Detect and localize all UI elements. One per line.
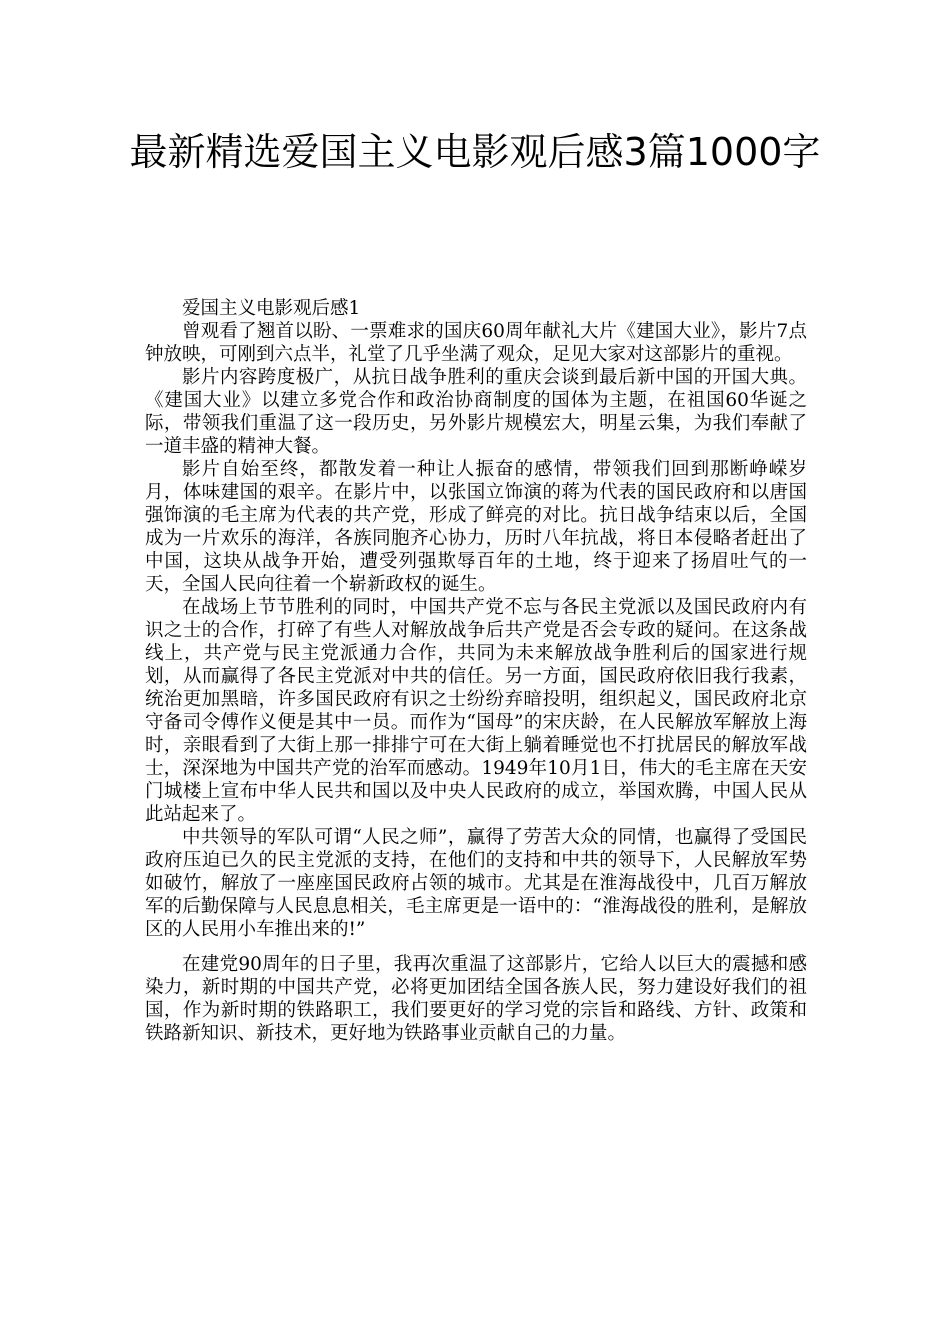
paragraph-4: 在战场上节节胜利的同时，中国共产党不忘与各民主党派以及国民政府内有识之士的合作，打碎了有些人对解放战争后共产党是否会专政的疑问。在这条战线上，共产党与民主党派通力合作，共同为未来解放战争胜利后的国家进行规划，从而赢得了各民主党派对中共的信任。另一方面，国民政府依旧我行我素，统治更加黑暗，许多国民政府有识之士纷纷弃暗投明，组织起义，国民政府北京守备司令傅作义便是其中一员。而作为“国母”的宋庆龄，在人民解放军解放上海时，亲眼看到了大街上那一排排宁可在大街上躺着睡觉也不打扰居民的解放军战士，深深地为中国共产党的治军而感动。1949年10月1日，伟大的毛主席在天安门城楼上宣布中华人民共和国以及中央人民政府的成立，举国欢腾，中国人民从此站起来了。	[145, 597, 807, 825]
section-heading: 爱国主义电影观后感1	[182, 298, 361, 319]
paragraph-1: 曾观看了翘首以盼、一票难求的国庆60周年献礼大片《建国大业》，影片7点钟放映，可刚到六点半，礼堂了几乎坐满了观众，足见大家对这部影片的重视。	[145, 321, 807, 365]
paragraph-2: 影片内容跨度极广，从抗日战争胜利的重庆会谈到最后新中国的开国大典。《建国大业》以建立多党合作和政治协商制度的国体为主题，在祖国60华诞之际，带领我们重温了这一段历史，另外影片规模宏大，明星云集，为我们奉献了一道丰盛的精神大餐。	[145, 367, 807, 457]
paragraph-6: 在建党90周年的日子里，我再次重温了这部影片，它给人以巨大的震撼和感染力，新时期的中国共产党，必将更加团结全国各族人民，努力建设好我们的祖国，作为新时期的铁路职工，我们要更好的学习党的宗旨和路线、方针、政策和铁路新知识、新技术，更好地为铁路事业贡献自己的力量。	[145, 954, 807, 1044]
document-title: 最新精选爱国主义电影观后感3篇1000字	[129, 130, 821, 174]
paragraph-5: 中共领导的军队可谓“人民之师”，赢得了劳苦大众的同情，也赢得了受国民政府压迫已久的民主党派的支持，在他们的支持和中共的领导下，人民解放军势如破竹，解放了一座座国民政府占领的城市。尤其是在淮海战役中，几百万解放军的后勤保障与人民息息相关，毛主席更是一语中的：“淮海战役的胜利，是解放区的人民用小车推出来的!”	[145, 827, 807, 940]
paragraph-3: 影片自始至终，都散发着一种让人振奋的感情，带领我们回到那断峥嵘岁月，体味建国的艰辛。在影片中，以张国立饰演的蒋为代表的国民政府和以唐国强饰演的毛主席为代表的共产党，形成了鲜亮的对比。抗日战争结束以后，全国成为一片欢乐的海洋，各族同胞齐心协力，历时八年抗战，将日本侵略者赶出了中国，这块从战争开始，遭受列强欺辱百年的土地，终于迎来了扬眉吐气的一天，全国人民向往着一个崭新政权的诞生。	[145, 459, 807, 595]
document-body	[145, 297, 807, 1045]
